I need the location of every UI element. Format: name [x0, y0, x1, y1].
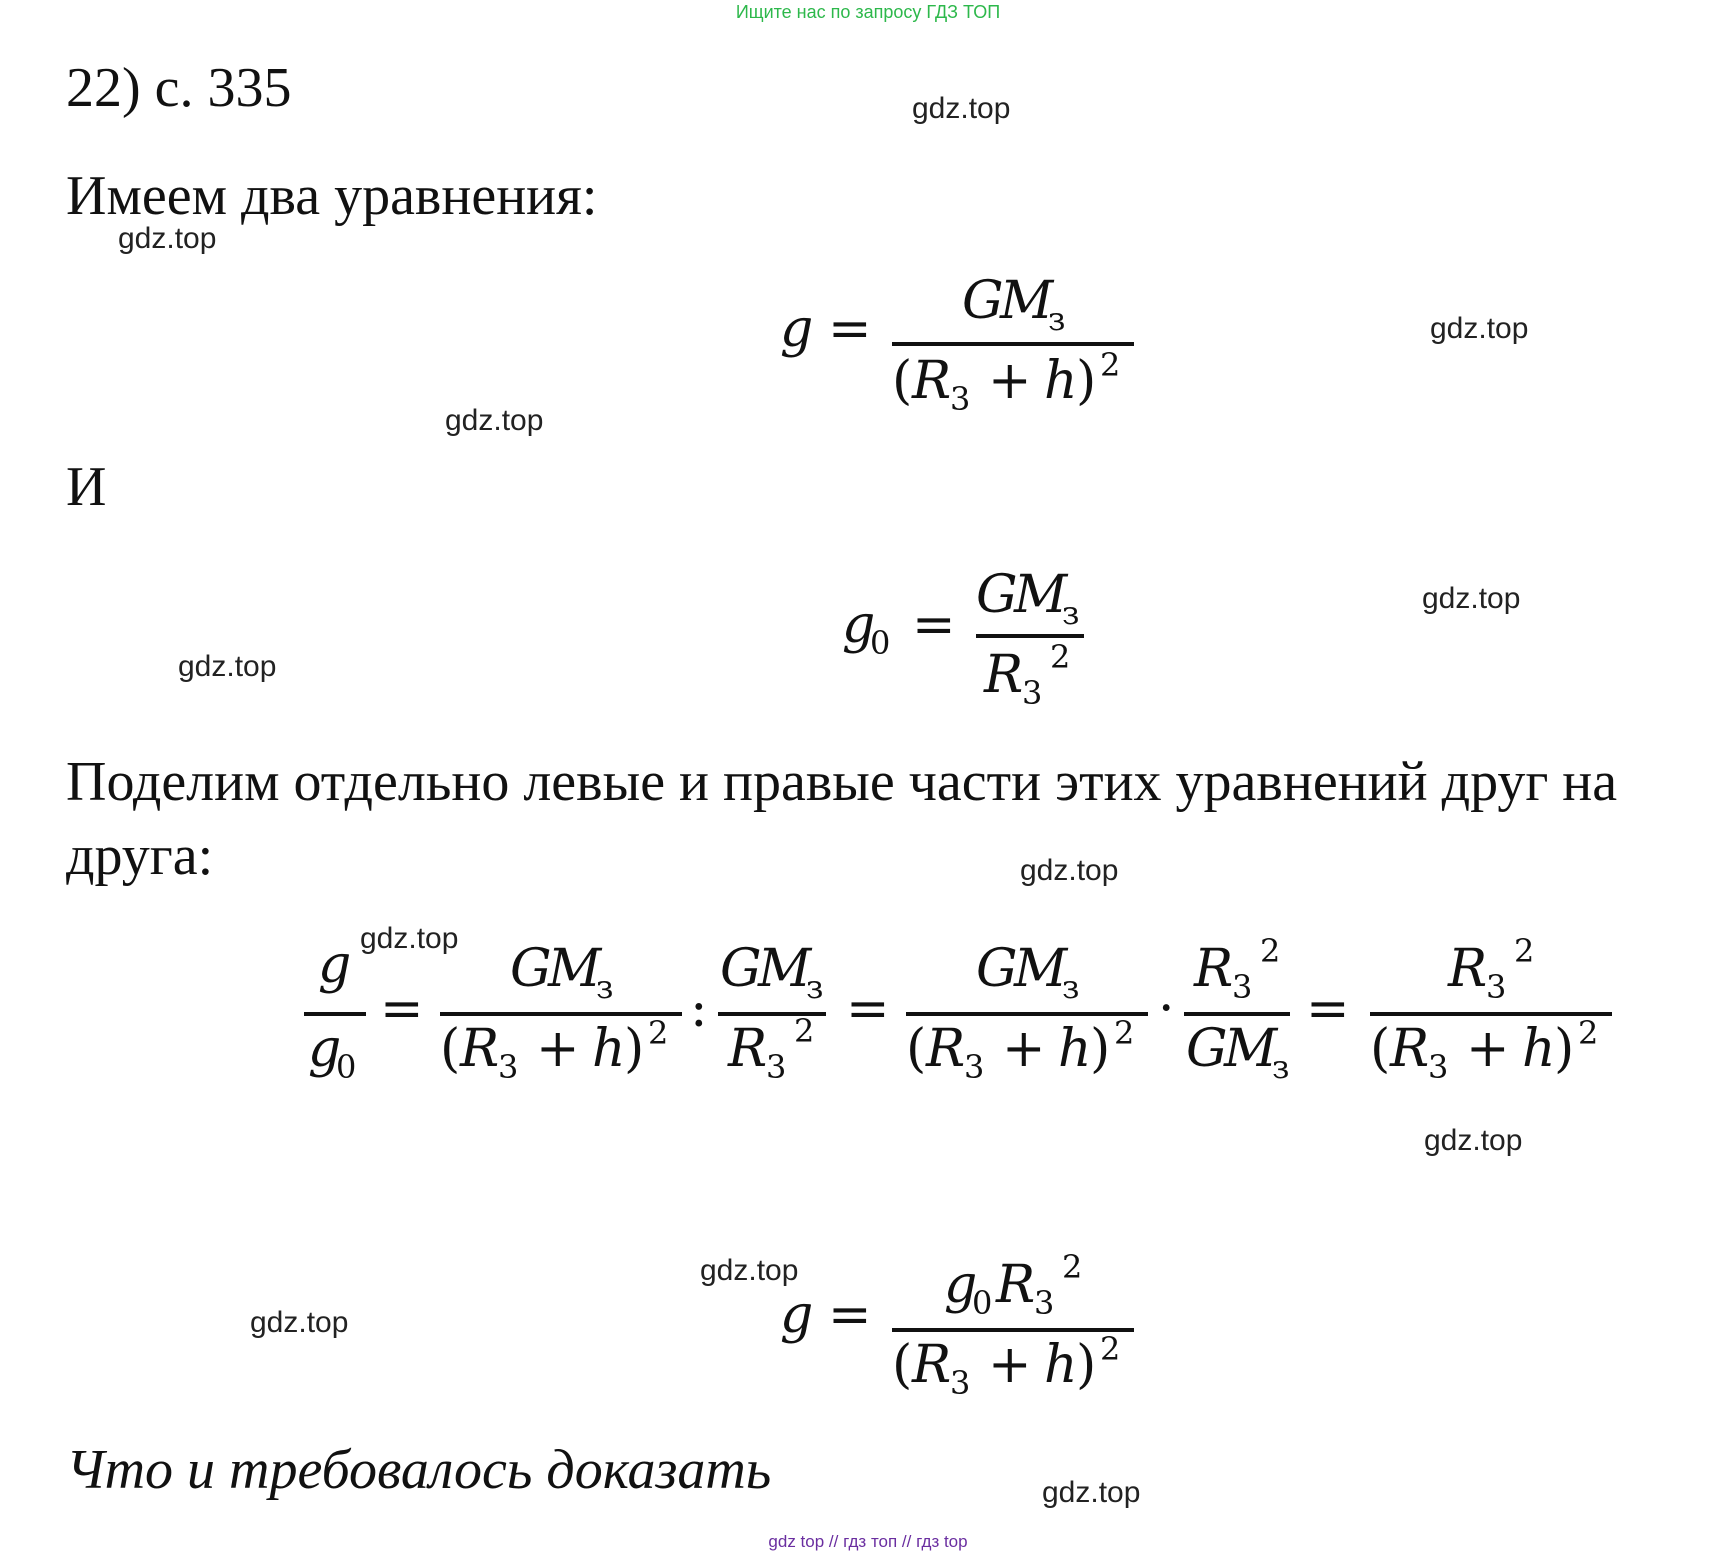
- math-symbol: (: [892, 1335, 913, 1395]
- math-symbol: 0: [870, 624, 891, 662]
- math-symbol: M: [1224, 1019, 1278, 1079]
- math-symbol: =: [828, 1285, 872, 1345]
- math-symbol: h: [1044, 1335, 1078, 1395]
- math-symbol: R: [1448, 939, 1488, 999]
- math-symbol: +: [988, 351, 1032, 411]
- math-symbol: +: [988, 1335, 1032, 1395]
- math-symbol: R: [912, 1335, 952, 1395]
- math-symbol: G: [510, 939, 552, 999]
- watermark: gdz.top: [250, 1306, 349, 1339]
- math-symbol: M: [1000, 271, 1054, 331]
- watermark: gdz.top: [178, 650, 277, 683]
- math-symbol: h: [1058, 1019, 1092, 1079]
- math-symbol: g: [318, 935, 352, 995]
- and-text: И: [66, 456, 107, 518]
- watermark: gdz.top: [1424, 1124, 1523, 1157]
- math-symbol: 2: [648, 1014, 669, 1052]
- math-symbol: R: [926, 1019, 966, 1079]
- math-symbol: :: [690, 979, 708, 1039]
- watermark: gdz.top: [1042, 1476, 1141, 1509]
- watermark: gdz.top: [360, 922, 459, 955]
- math-symbol: g: [944, 1255, 978, 1315]
- math-symbol: R: [728, 1019, 768, 1079]
- math-symbol: 3: [766, 1048, 787, 1086]
- math-symbol: з: [1272, 1048, 1290, 1086]
- math-symbol: g: [780, 1285, 814, 1345]
- math-symbol: R: [1390, 1019, 1430, 1079]
- math-symbol: 0: [336, 1048, 357, 1086]
- math-symbol: 3: [1486, 968, 1507, 1006]
- conclusion-text: Что и требовалось доказать: [66, 1439, 772, 1501]
- math-symbol: ·: [1158, 979, 1175, 1039]
- equation-ratio-chain: [300, 930, 1630, 1110]
- math-symbol: =: [1306, 979, 1350, 1039]
- math-symbol: G: [976, 565, 1018, 625]
- math-symbol: h: [592, 1019, 626, 1079]
- math-symbol: g: [308, 1019, 342, 1079]
- footer-note: gdz top // гдз топ // гдз top: [768, 1532, 968, 1551]
- math-symbol: g: [780, 299, 814, 359]
- math-symbol: 2: [1114, 1014, 1135, 1052]
- math-symbol: +: [1002, 1019, 1046, 1079]
- math-symbol: з: [1062, 968, 1080, 1006]
- math-symbol: =: [380, 979, 424, 1039]
- equation-result: [770, 1246, 1150, 1416]
- divide-text-line1: Поделим отдельно левые и правые части этих уравнений друг на: [66, 751, 1618, 813]
- math-symbol: 3: [1232, 968, 1253, 1006]
- header-search-note: Ищите нас по запросу ГДЗ ТОП: [735, 2, 1001, 22]
- watermark: gdz.top: [445, 404, 544, 437]
- math-symbol: ): [1090, 1019, 1111, 1079]
- watermark: gdz.top: [912, 92, 1011, 125]
- math-symbol: R: [984, 645, 1024, 705]
- math-symbol: 3: [1034, 1284, 1055, 1322]
- math-symbol: R: [460, 1019, 500, 1079]
- math-symbol: G: [976, 939, 1018, 999]
- math-symbol: 3: [950, 380, 971, 418]
- math-symbol: =: [846, 979, 890, 1039]
- math-symbol: (: [906, 1019, 927, 1079]
- math-symbol: 2: [1100, 1330, 1121, 1368]
- math-symbol: з: [1062, 594, 1080, 632]
- math-symbol: 3: [950, 1364, 971, 1402]
- math-symbol: (: [440, 1019, 461, 1079]
- watermark: gdz.top: [700, 1254, 799, 1287]
- math-symbol: 3: [498, 1048, 519, 1086]
- math-symbol: h: [1044, 351, 1078, 411]
- intro-text: Имеем два уравнения:: [66, 165, 598, 227]
- math-symbol: 3: [1428, 1048, 1449, 1086]
- equation-gravity-at-surface: [832, 556, 1112, 726]
- math-symbol: (: [1370, 1019, 1391, 1079]
- math-symbol: 2: [1578, 1014, 1599, 1052]
- math-symbol: (: [892, 351, 913, 411]
- math-symbol: 2: [1062, 1248, 1083, 1286]
- math-symbol: R: [996, 1255, 1036, 1315]
- math-symbol: M: [548, 939, 602, 999]
- math-symbol: ): [624, 1019, 645, 1079]
- divide-text-line2: друга:: [66, 825, 214, 887]
- math-symbol: M: [1014, 939, 1068, 999]
- math-symbol: +: [536, 1019, 580, 1079]
- math-symbol: 2: [1514, 932, 1535, 970]
- math-symbol: G: [1186, 1019, 1228, 1079]
- math-symbol: 0: [972, 1284, 993, 1322]
- math-symbol: 2: [1100, 346, 1121, 384]
- math-symbol: з: [806, 968, 824, 1006]
- math-symbol: R: [1194, 939, 1234, 999]
- equation-gravity-at-height: [770, 262, 1150, 432]
- watermark: gdz.top: [1430, 312, 1529, 345]
- watermark: gdz.top: [118, 222, 217, 255]
- math-symbol: +: [1466, 1019, 1510, 1079]
- watermark: gdz.top: [1422, 582, 1521, 615]
- math-symbol: G: [720, 939, 762, 999]
- math-symbol: R: [912, 351, 952, 411]
- math-symbol: з: [596, 968, 614, 1006]
- math-symbol: ): [1076, 351, 1097, 411]
- math-symbol: 2: [1260, 932, 1281, 970]
- math-symbol: G: [962, 271, 1004, 331]
- math-symbol: =: [912, 595, 956, 655]
- math-symbol: 3: [1022, 674, 1043, 712]
- watermark: gdz.top: [1020, 854, 1119, 887]
- math-symbol: 2: [794, 1012, 815, 1050]
- math-symbol: h: [1522, 1019, 1556, 1079]
- math-symbol: =: [828, 299, 872, 359]
- math-symbol: M: [1014, 565, 1068, 625]
- math-symbol: ): [1554, 1019, 1575, 1079]
- math-symbol: 3: [964, 1048, 985, 1086]
- task-label: 22) с. 335: [66, 57, 292, 119]
- math-symbol: g: [842, 595, 876, 655]
- math-symbol: ): [1076, 1335, 1097, 1395]
- math-symbol: M: [758, 939, 812, 999]
- math-symbol: 2: [1050, 638, 1071, 676]
- math-symbol: з: [1048, 300, 1066, 338]
